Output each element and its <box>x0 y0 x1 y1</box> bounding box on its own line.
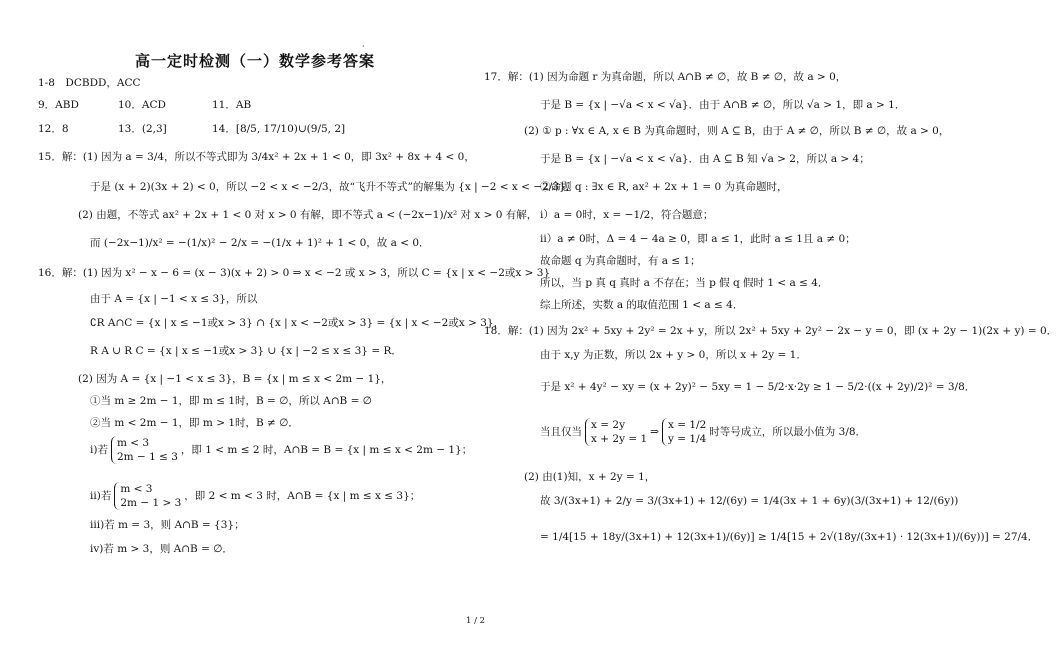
answer-10: 10．ACD <box>118 99 166 111</box>
q17-line-4: 于是 B = {x | −√a < x < √a}．由 A ⊆ B 知 √a > 2，所以 a > 4； <box>540 153 870 165</box>
q15-line-1: 15．解：(1) 因为 a = 3/4，所以不等式即为 3/4x² + 2x + 1 < 0，即 3x² + 8x + 4 < 0， <box>38 151 475 163</box>
q16-case-i <box>90 436 472 464</box>
q18-line-6: 故 3/(3x+1) + 2/y = 3/(3x+1) + 12/(6y) = 1/4(3x + 1 + 6y)(3/(3x+1) + 12/(6y)) <box>540 495 959 507</box>
q17-line-2: 于是 B = {x | −√a < x < √a}．由于 A∩B ≠ ∅，所以 √a > 1，即 a > 1． <box>540 99 906 111</box>
q18-line-3: 于是 x² + 4y² − xy = (x + 2y)² − 5xy = 1 − 5/2·x·2y ≥ 1 − 5/2·((x + 2y)/2)² = 3/8． <box>540 381 976 393</box>
q16-case-i-cond-2: 2m − 1 ≤ 3 <box>116 451 178 463</box>
q16-case-ii-brace <box>114 482 181 510</box>
q18-solution-x: x = 1/2 <box>667 419 707 431</box>
q18-system-brace <box>585 418 647 446</box>
q18-solution-y: y = 1/4 <box>667 433 707 445</box>
q16-case-iv: iv)若 m > 3，则 A∩B = ∅． <box>90 543 233 555</box>
q17-line-1: 17．解：(1) 因为命题 r 为真命题，所以 A∩B ≠ ∅，故 B ≠ ∅，故 a > 0， <box>484 71 847 83</box>
q18-line-5: (2) 由(1)知，x + 2y = 1， <box>524 471 656 483</box>
q16-line-1: 16．解：(1) 因为 x² − x − 6 = (x − 3)(x + 2) > 0 ⇒ x < −2 或 x > 3，所以 C = {x | x < −2或x > 3} <box>38 267 551 279</box>
q15-line-2: 于是 (x + 2)(3x + 2) < 0，所以 −2 < x < −2/3，故“飞升不等式”的解集为 {x | −2 < x < −2/3}． <box>90 181 577 193</box>
q18-equality-result: 时等号成立，所以最小值为 3/8． <box>709 426 867 438</box>
q16-case-i-brace <box>111 436 178 464</box>
q16-line-4: R A ∪ R C = {x | x ≤ −1或x > 3} ∪ {x | −2 ≤ x ≤ 3} = R． <box>90 345 402 357</box>
q18-line-7: = 1/4[15 + 18y/(3x+1) + 12(3x+1)/(6y)] ≥ 1/4[15 + 2√(18y/(3x+1) · 12(3x+1)/(6y))] = 27/4． <box>540 531 1039 543</box>
q18-system-eq-1: x = 2y <box>591 419 626 431</box>
q16-line-7: ②当 m < 2m − 1，即 m > 1时，B ≠ ∅． <box>90 417 299 429</box>
q16-case-iii: iii)若 m = 3，则 A∩B = {3}； <box>90 519 245 531</box>
q17-line-3: (2) ① p : ∀x ∈ A, x ∈ B 为真命题时，则 A ⊆ B，由于 A ≠ ∅，所以 B ≠ ∅，故 a > 0， <box>524 125 950 137</box>
decorative-dot: · <box>362 42 365 51</box>
q17-line-9: 所以，当 p 真 q 真时 a 不存在；当 p 假 q 假时 1 < a ≤ 4． <box>540 277 829 289</box>
q16-case-i-prefix: i)若 <box>90 444 108 456</box>
q16-line-2: 由于 A = {x | −1 < x ≤ 3}，所以 <box>90 293 258 305</box>
answer-14: 14．[8/5, 17/10)∪(9/5, 2] <box>212 123 346 135</box>
q18-line-1: 18．解：(1) 因为 2x² + 5xy + 2y² = 2x + y，所以 2x² + 5xy + 2y² − 2x − y = 0，即 (x + 2y − 1)(2x + y) = 0． <box>484 325 1057 337</box>
answer-12: 12．8 <box>38 123 69 135</box>
q15-line-4: 而 (−2x−1)/x² = −(1/x)² − 2/x = −(1/x + 1)² + 1 < 0，故 a < 0． <box>90 237 430 249</box>
answer-13: 13．(2,3] <box>118 123 167 135</box>
q17-line-8: 故命题 q 为真命题时，有 a ≤ 1； <box>540 255 701 267</box>
page-number: 1 / 2 <box>466 616 486 626</box>
q16-case-ii-cond-1: m < 3 <box>120 483 153 495</box>
q16-case-i-result: ，即 1 < m ≤ 2 时，A∩B = B = {x | m ≤ x < 2m − 1}； <box>180 444 473 456</box>
answer-1-8: 1-8 DCBDD，ACC <box>38 77 141 89</box>
q16-case-ii <box>90 482 420 510</box>
q17-line-10: 综上所述，实数 a 的取值范围 1 < a ≤ 4． <box>540 299 744 311</box>
q17-line-7: ii）a ≠ 0时，Δ = 4 − 4a ≥ 0，即 a ≤ 1，此时 a ≤ 1且 a ≠ 0； <box>540 233 856 245</box>
q16-line-3: ∁R A∩C = {x | x ≤ −1或x > 3} ∩ {x | x < −2或x > 3} = {x | x < −2或x > 3}， <box>90 317 505 329</box>
q16-case-ii-prefix: ii)若 <box>90 490 112 502</box>
q18-line-2: 由于 x,y 为正数，所以 2x + y > 0，所以 x + 2y = 1． <box>540 349 807 361</box>
page-title: 高一定时检测（一）数学参考答案 <box>135 52 376 70</box>
q16-line-6: ①当 m ≥ 2m − 1，即 m ≤ 1时，B = ∅，所以 A∩B = ∅ <box>90 395 372 407</box>
q16-line-5: (2) 因为 A = {x | −1 < x ≤ 3}，B = {x | m ≤ x < 2m − 1}， <box>78 373 392 385</box>
q18-solution-brace <box>662 418 706 446</box>
q15-line-3: (2) 由题，不等式 ax² + 2x + 1 < 0 对 x > 0 有解，即不等式 a < (−2x−1)/x² 对 x > 0 有解， <box>78 209 538 221</box>
q18-equality-condition: 当且仅当 x = 2y x + 2y = 1 ⇒ x = 1/2 y = 1/4 时等号成立，所以最小值为 3/8． <box>540 419 867 445</box>
q17-line-5: ②命题 q : ∃x ∈ R, ax² + 2x + 1 = 0 为真命题时， <box>540 181 788 193</box>
answer-9: 9．ABD <box>38 99 79 111</box>
q16-case-i-cond-1: m < 3 <box>116 437 150 449</box>
answer-11: 11．AB <box>212 99 252 111</box>
q16-case-ii-cond-2: 2m − 1 > 3 <box>120 497 182 509</box>
q18-system-eq-2: x + 2y = 1 <box>591 433 648 445</box>
q17-line-6: i）a = 0时，x = −1/2，符合题意； <box>540 209 714 221</box>
q16-case-ii-result: ，即 2 < m < 3 时，A∩B = {x | m ≤ x ≤ 3}； <box>184 490 421 502</box>
q18-equality-prefix: 当且仅当 <box>540 426 582 438</box>
